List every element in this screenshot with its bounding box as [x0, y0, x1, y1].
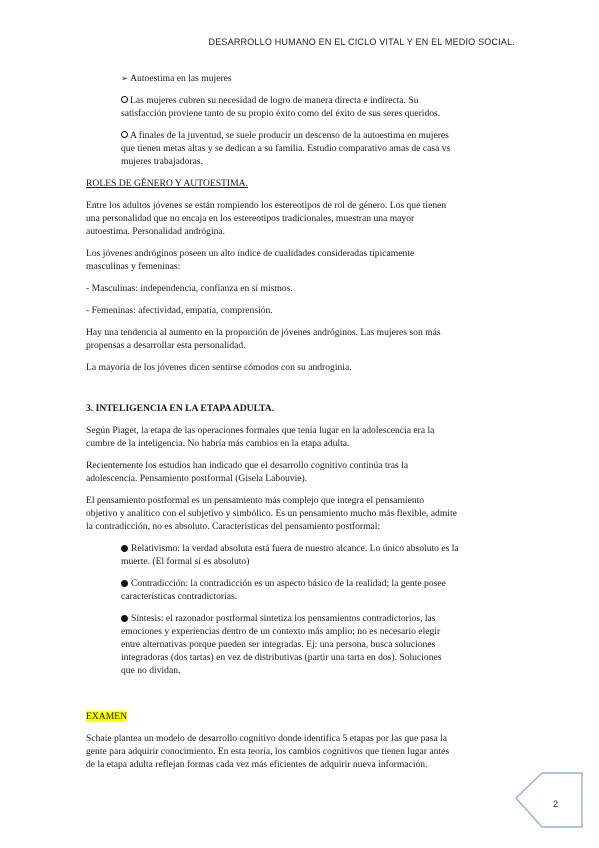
text-line: Los jóvenes andróginos poseen un alto índice de cualidades consideradas típicamente: [86, 248, 415, 259]
text-line: Schaie plantea un modelo de desarrollo cognitivo donde identifica 5 etapas por las que pasa la: [86, 733, 447, 744]
page-header: DESARROLLO HUMANO EN EL CICLO VITAL Y EN EL MEDIO SOCIAL.: [208, 37, 515, 47]
text-line: Síntesis: el razonador postformal sintetiza los pensamientos contradictorios, las: [131, 613, 436, 624]
text-line: autoestima. Personalidad andrógina.: [86, 226, 226, 237]
exam-highlight: EXAMEN: [86, 711, 128, 722]
circle-bullet-icon: [121, 96, 128, 103]
text-line: Autoestima en las mujeres: [130, 73, 232, 84]
sub-bullet: [121, 130, 449, 142]
text-line: la contradicción, no es absoluto. Características del pensamiento postformal:: [86, 521, 381, 532]
sub-bullet: [121, 95, 419, 107]
text-line: Hay una tendencia al aumento en la proporción de jóvenes andróginos. Las mujeres son más: [86, 327, 441, 338]
text-line: Según Piaget, la etapa de las operaciones formales que tenía lugar en la adolescencia era la: [86, 425, 435, 436]
text-line: que tienen metas altas y se dedican a su familia. Estudio comparativo amas de casa vs: [121, 143, 451, 154]
arrow-bullet-icon: ➢: [121, 74, 129, 84]
text-line: cumbre de la inteligencia. No habría más cambios en la etapa adulta.: [86, 438, 350, 449]
text-line: La mayoría de los jóvenes dicen sentirse cómodos con su androginia.: [86, 362, 352, 373]
text-line: gente para adquirir conocimiento. En esta teoría, los cambios cognitivos que tienen lugar antes: [86, 746, 450, 757]
text-line: - Masculinas: independencia, confianza en sí mismos.: [86, 283, 293, 294]
bullet-icon: [121, 580, 128, 587]
text-line: adolescencia. Pensamiento postformal (Gisela Labouvie).: [86, 473, 308, 484]
bullet-autoestima-mujeres: [121, 73, 232, 85]
section-heading-roles: ROLES DE GÉNERO Y AUTOESTIMA.: [86, 178, 248, 189]
text-line: Recientemente los estudios han indicado que el desarrollo cognitivo continúa tras la: [86, 460, 409, 471]
text-line: una personalidad que no encaja en los estereotipos tradicionales, muestran una mayor: [86, 213, 415, 224]
text-line: muerte. (El formal sí es absoluto): [121, 556, 250, 567]
text-line: Contradicción: la contradicción es un aspecto básico de la realidad; la gente posee: [131, 578, 446, 589]
section-heading-inteligencia: 3. INTELIGENCIA EN LA ETAPA ADULTA.: [86, 403, 275, 414]
list-item-sintesis: [121, 613, 436, 625]
text-line: emociones y experiencias dentro de un contexto más amplio; no es necesario elegir: [121, 626, 441, 637]
exam-marker: [86, 711, 127, 723]
list-item-relativismo: [121, 543, 459, 555]
bullet-icon: [121, 615, 128, 622]
text-line: propensas a desarrollar esta personalidad.: [86, 340, 246, 351]
page-number-badge-icon: [514, 770, 584, 830]
text-line: que no dividan.: [121, 665, 181, 676]
text-line: - Femeninas: afectividad, empatía, comprensión.: [86, 305, 273, 316]
text-line: El pensamiento postformal es un pensamiento más complejo que integra el pensamiento: [86, 495, 425, 506]
text-line: de la etapa adulta reflejan formas cada vez más eficientes de adquirir nueva información.: [86, 759, 428, 770]
text-line: Las mujeres cubren su necesidad de logro de manera directa e indirecta. Su: [130, 95, 419, 106]
text-line: características contradictorias.: [121, 591, 238, 602]
circle-bullet-icon: [121, 131, 128, 138]
text-line: Entre los adultos jóvenes se están rompiendo los estereotipos de rol de género. Los que tienen: [86, 200, 447, 211]
text-line: A finales de la juventud, se suele producir un descenso de la autoestima en mujeres: [130, 130, 449, 141]
text-line: satisfacción proviene tanto de su propio éxito como del éxito de sus seres queridos.: [121, 108, 441, 119]
text-line: integradoras (dos tartas) en vez de distributivas (partir una tarta en dos). Soluciones: [121, 652, 442, 663]
list-item-contradiccion: [121, 578, 446, 590]
text-line: objetivo y analítico con el subjetivo y simbólico. Es un pensamiento mucho más flexible, admite: [86, 508, 457, 519]
text-line: masculinas y femeninas:: [86, 261, 181, 272]
bullet-icon: [121, 545, 128, 552]
text-line: mujeres trabajadoras.: [121, 156, 204, 167]
page-number: 2: [553, 799, 559, 809]
text-line: Relativismo: la verdad absoluta está fuera de nuestro alcance. Lo único absoluto es la: [131, 543, 459, 554]
text-line: entre alternativas porque pueden ser integradas. Ej: una persona, busca soluciones: [121, 639, 436, 650]
